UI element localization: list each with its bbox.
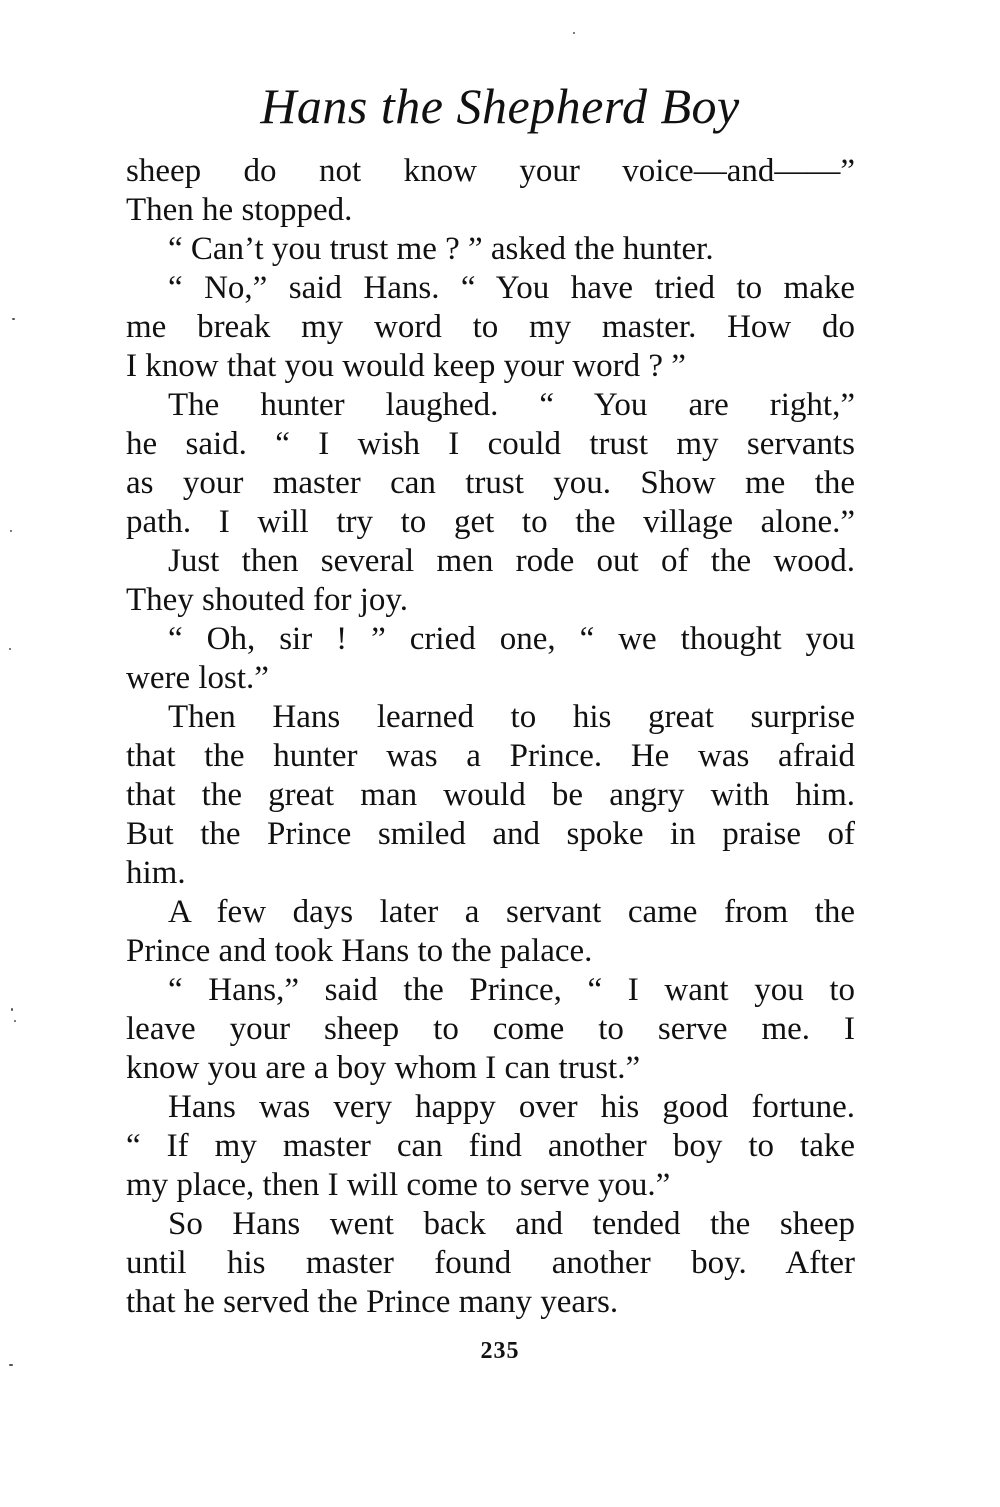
text-line: I know that you would keep your word ? ” <box>126 348 686 384</box>
text-line: Then he stopped. <box>126 192 353 228</box>
text-line: that the hunter was a Prince. He was afraid <box>126 738 855 774</box>
text-line: leave your sheep to come to serve me. I <box>126 1011 855 1047</box>
text-line: him. <box>126 855 186 891</box>
text-line: that he served the Prince many years. <box>126 1284 619 1320</box>
text-line: path. I will try to get to the village alone.” <box>126 504 855 540</box>
text-line: “ If my master can find another boy to take <box>126 1128 855 1164</box>
text-line: know you are a boy whom I can trust.” <box>126 1050 641 1086</box>
scan-speck <box>11 1008 13 1011</box>
text-line: “ Hans,” said the Prince, “ I want you to <box>168 972 855 1008</box>
text-line: me break my word to my master. How do <box>126 309 855 345</box>
text-line: “ No,” said Hans. “ You have tried to make <box>168 270 855 306</box>
text-line: were lost.” <box>126 660 269 696</box>
running-title: Hans the Shepherd Boy <box>260 78 740 134</box>
text-line: Just then several men rode out of the wood. <box>168 543 855 579</box>
text-line: Prince and took Hans to the palace. <box>126 933 593 969</box>
text-line: as your master can trust you. Show me the <box>126 465 855 501</box>
scan-speck <box>573 32 575 34</box>
scan-speck <box>9 1364 13 1366</box>
text-line: But the Prince smiled and spoke in praise of <box>126 816 855 852</box>
text-line: “ Oh, sir ! ” cried one, “ we thought you <box>168 621 855 657</box>
text-line: So Hans went back and tended the sheep <box>168 1206 855 1242</box>
scan-speck <box>10 530 12 532</box>
page-number: 235 <box>480 1338 520 1364</box>
body-text <box>126 152 855 1322</box>
scan-speck <box>12 318 15 320</box>
text-line: A few days later a servant came from the <box>168 894 855 930</box>
text-line: that the great man would be angry with him. <box>126 777 855 813</box>
text-line: until his master found another boy. After <box>126 1245 855 1281</box>
text-line: Hans was very happy over his good fortune. <box>168 1089 855 1125</box>
text-line: he said. “ I wish I could trust my servants <box>126 426 855 462</box>
text-line: The hunter laughed. “ You are right,” <box>168 387 855 423</box>
text-line: sheep do not know your voice—and——” <box>126 153 855 189</box>
scan-speck <box>14 1020 16 1022</box>
text-line: Then Hans learned to his great surprise <box>168 699 855 735</box>
scan-speck <box>9 648 11 650</box>
text-line: They shouted for joy. <box>126 582 408 618</box>
text-line: my place, then I will come to serve you.” <box>126 1167 671 1203</box>
text-line: “ Can’t you trust me ? ” asked the hunter. <box>168 231 714 267</box>
